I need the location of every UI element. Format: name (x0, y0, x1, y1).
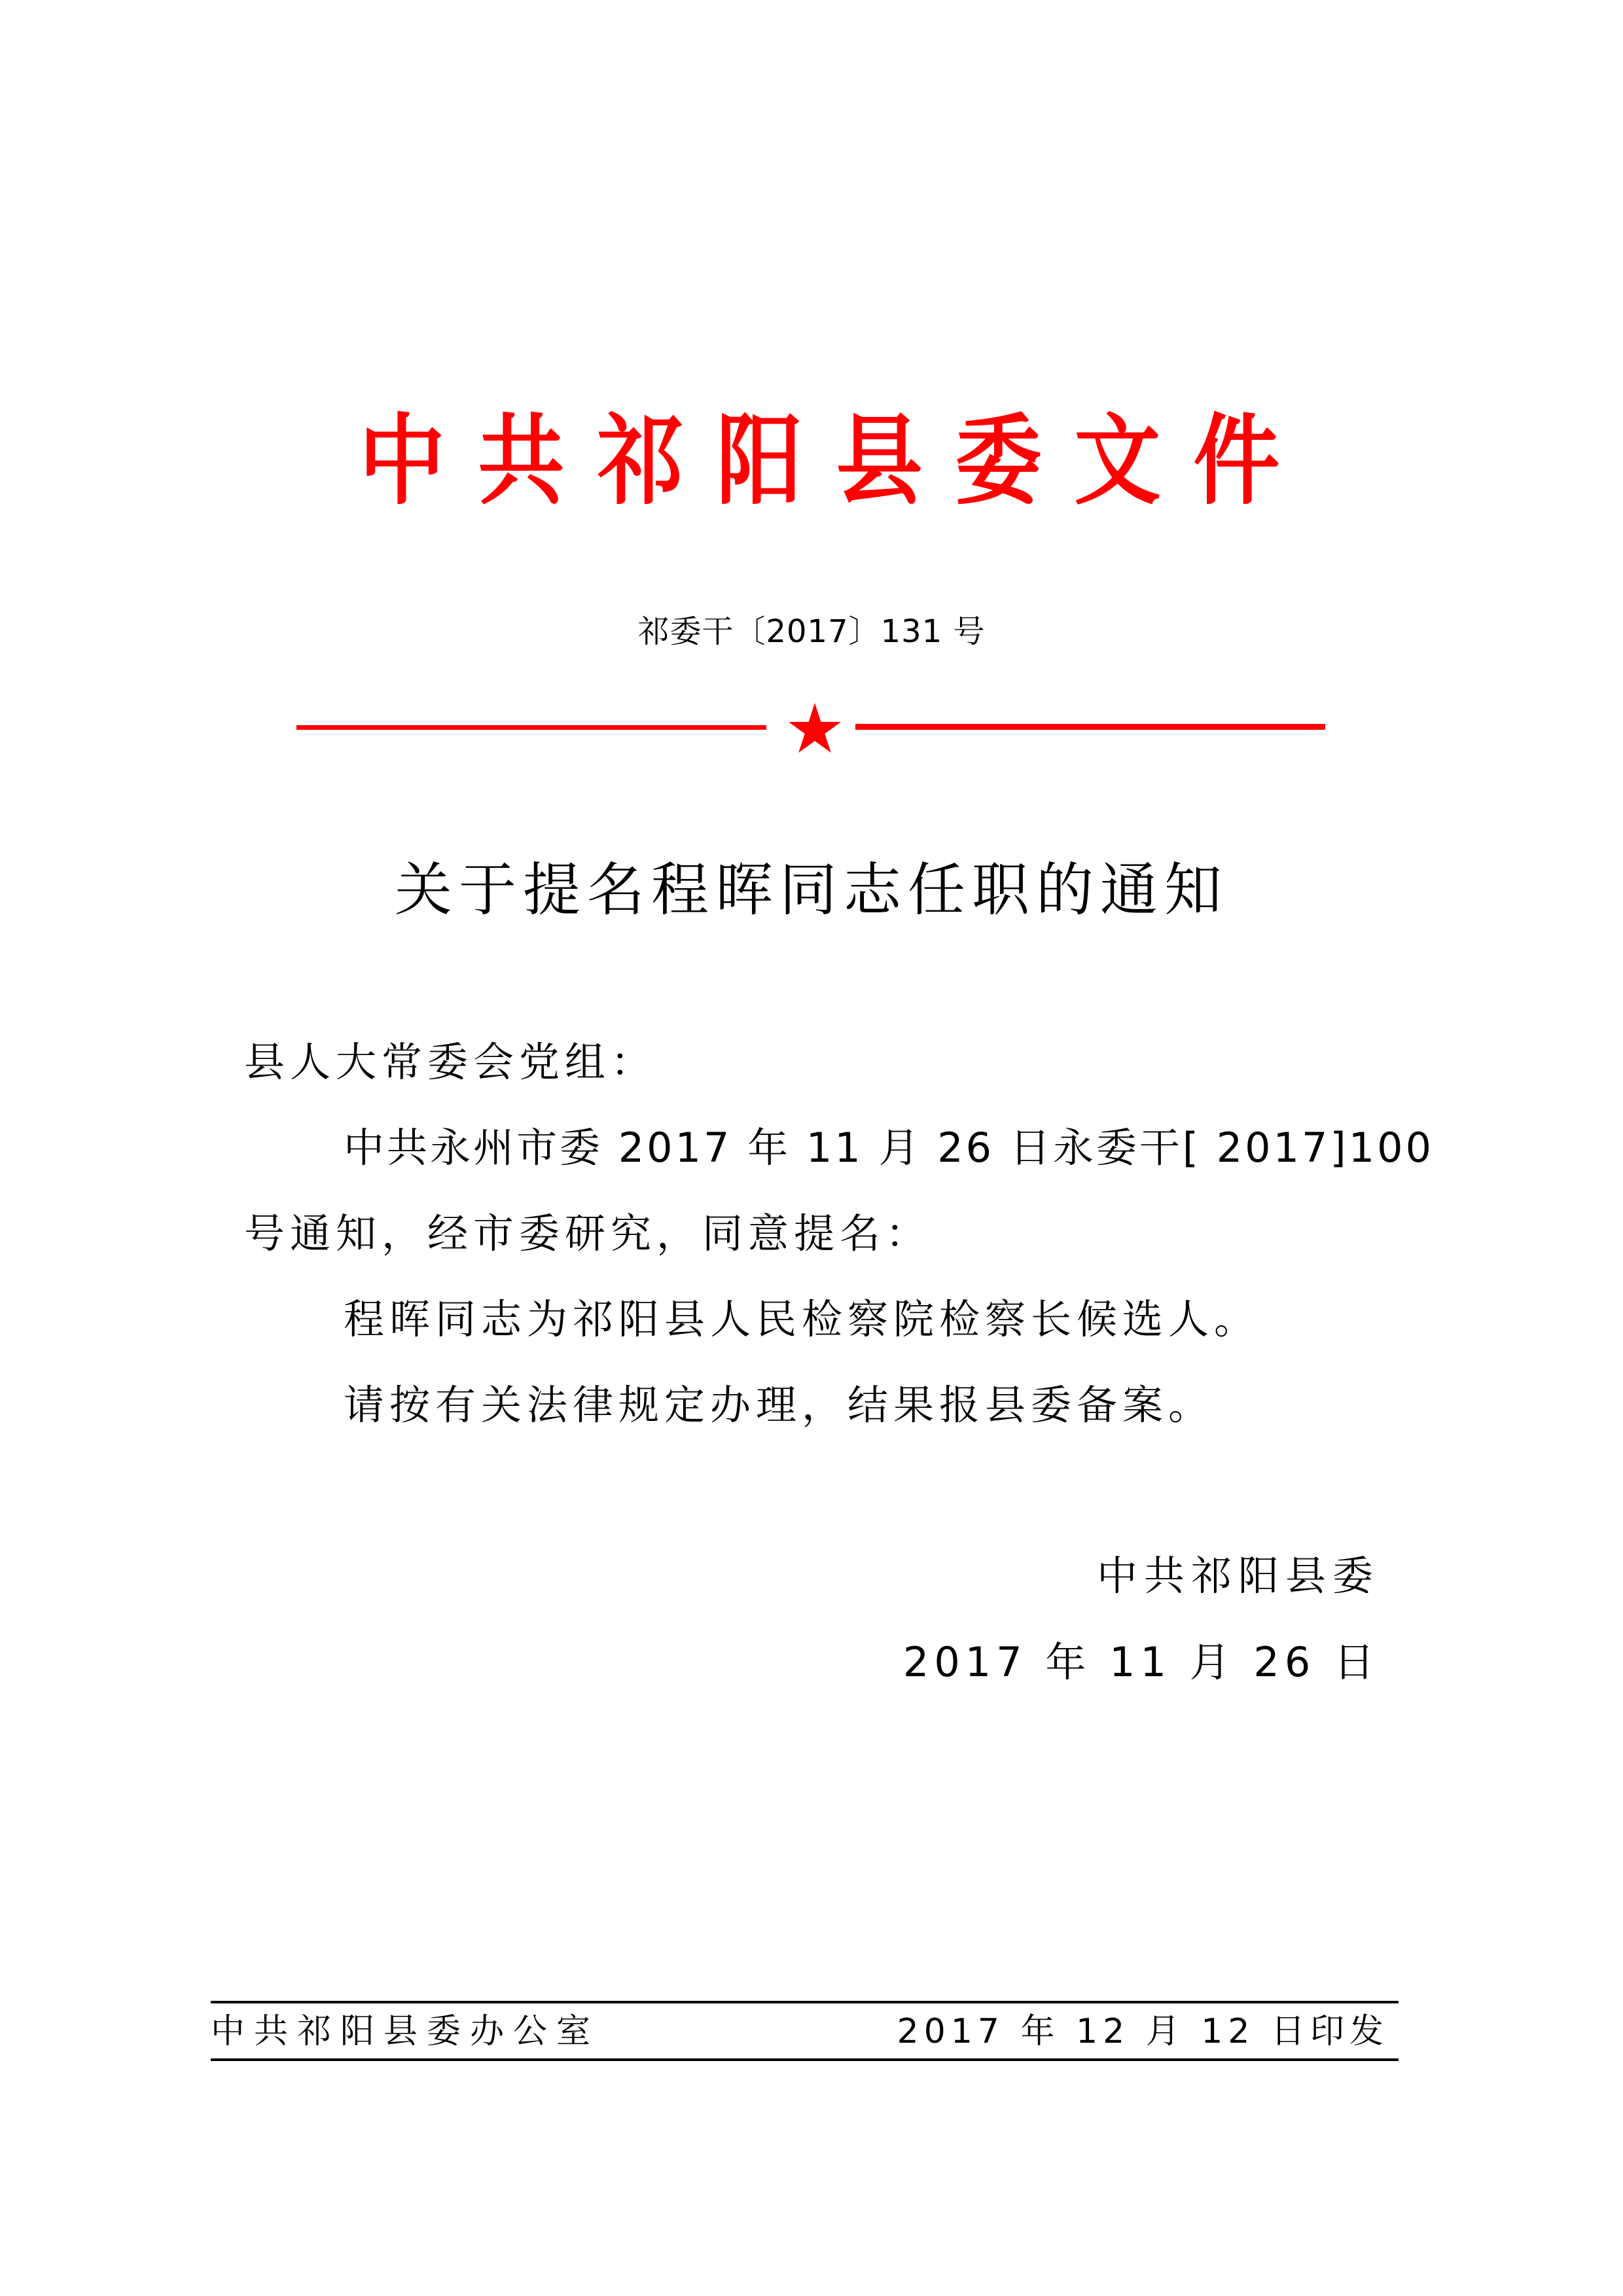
footer-issuer: 中共祁阳县委办公室 (211, 2012, 600, 2051)
body-paragraph-line: 中共永州市委 2017 年 11 月 26 日永委干[ 2017]100 (344, 1124, 1435, 1172)
salutation: 县人大常委会党组： (244, 1038, 657, 1086)
header-title-char: 祁 (597, 404, 684, 518)
red-rule-right (855, 724, 1325, 730)
body-paragraph-line: 号通知，经市委研究，同意提名： (244, 1210, 932, 1257)
header-title-char: 县 (835, 404, 922, 518)
body-paragraph-line: 程晖同志为祁阳县人民检察院检察长候选人。 (344, 1295, 1260, 1343)
document-number: 祁委干〔2017〕131 号 (637, 613, 986, 650)
header-title-char: 件 (1193, 404, 1280, 518)
red-rule-left (296, 725, 766, 730)
header-title-char: 委 (955, 404, 1042, 518)
header-title-char: 共 (478, 404, 565, 518)
header-title-char: 阳 (716, 404, 803, 518)
signature-organization: 中共祁阳县委 (1096, 1552, 1380, 1600)
header-title-char: 中 (359, 404, 446, 518)
signature-date: 2017 年 11 月 26 日 (902, 1638, 1380, 1686)
footer-rule-top (211, 2001, 1399, 2003)
document-header-title (353, 399, 1279, 524)
footer-rule-bottom (211, 2058, 1399, 2061)
notice-title: 关于提名程晖同志任职的通知 (394, 856, 1228, 924)
body-paragraph-line: 请按有关法律规定办理，结果报县委备案。 (344, 1381, 1215, 1429)
red-star-icon (789, 703, 841, 753)
header-title-char: 文 (1074, 404, 1161, 518)
footer-print-date: 2017 年 12 月 12 日印发 (897, 2012, 1389, 2051)
